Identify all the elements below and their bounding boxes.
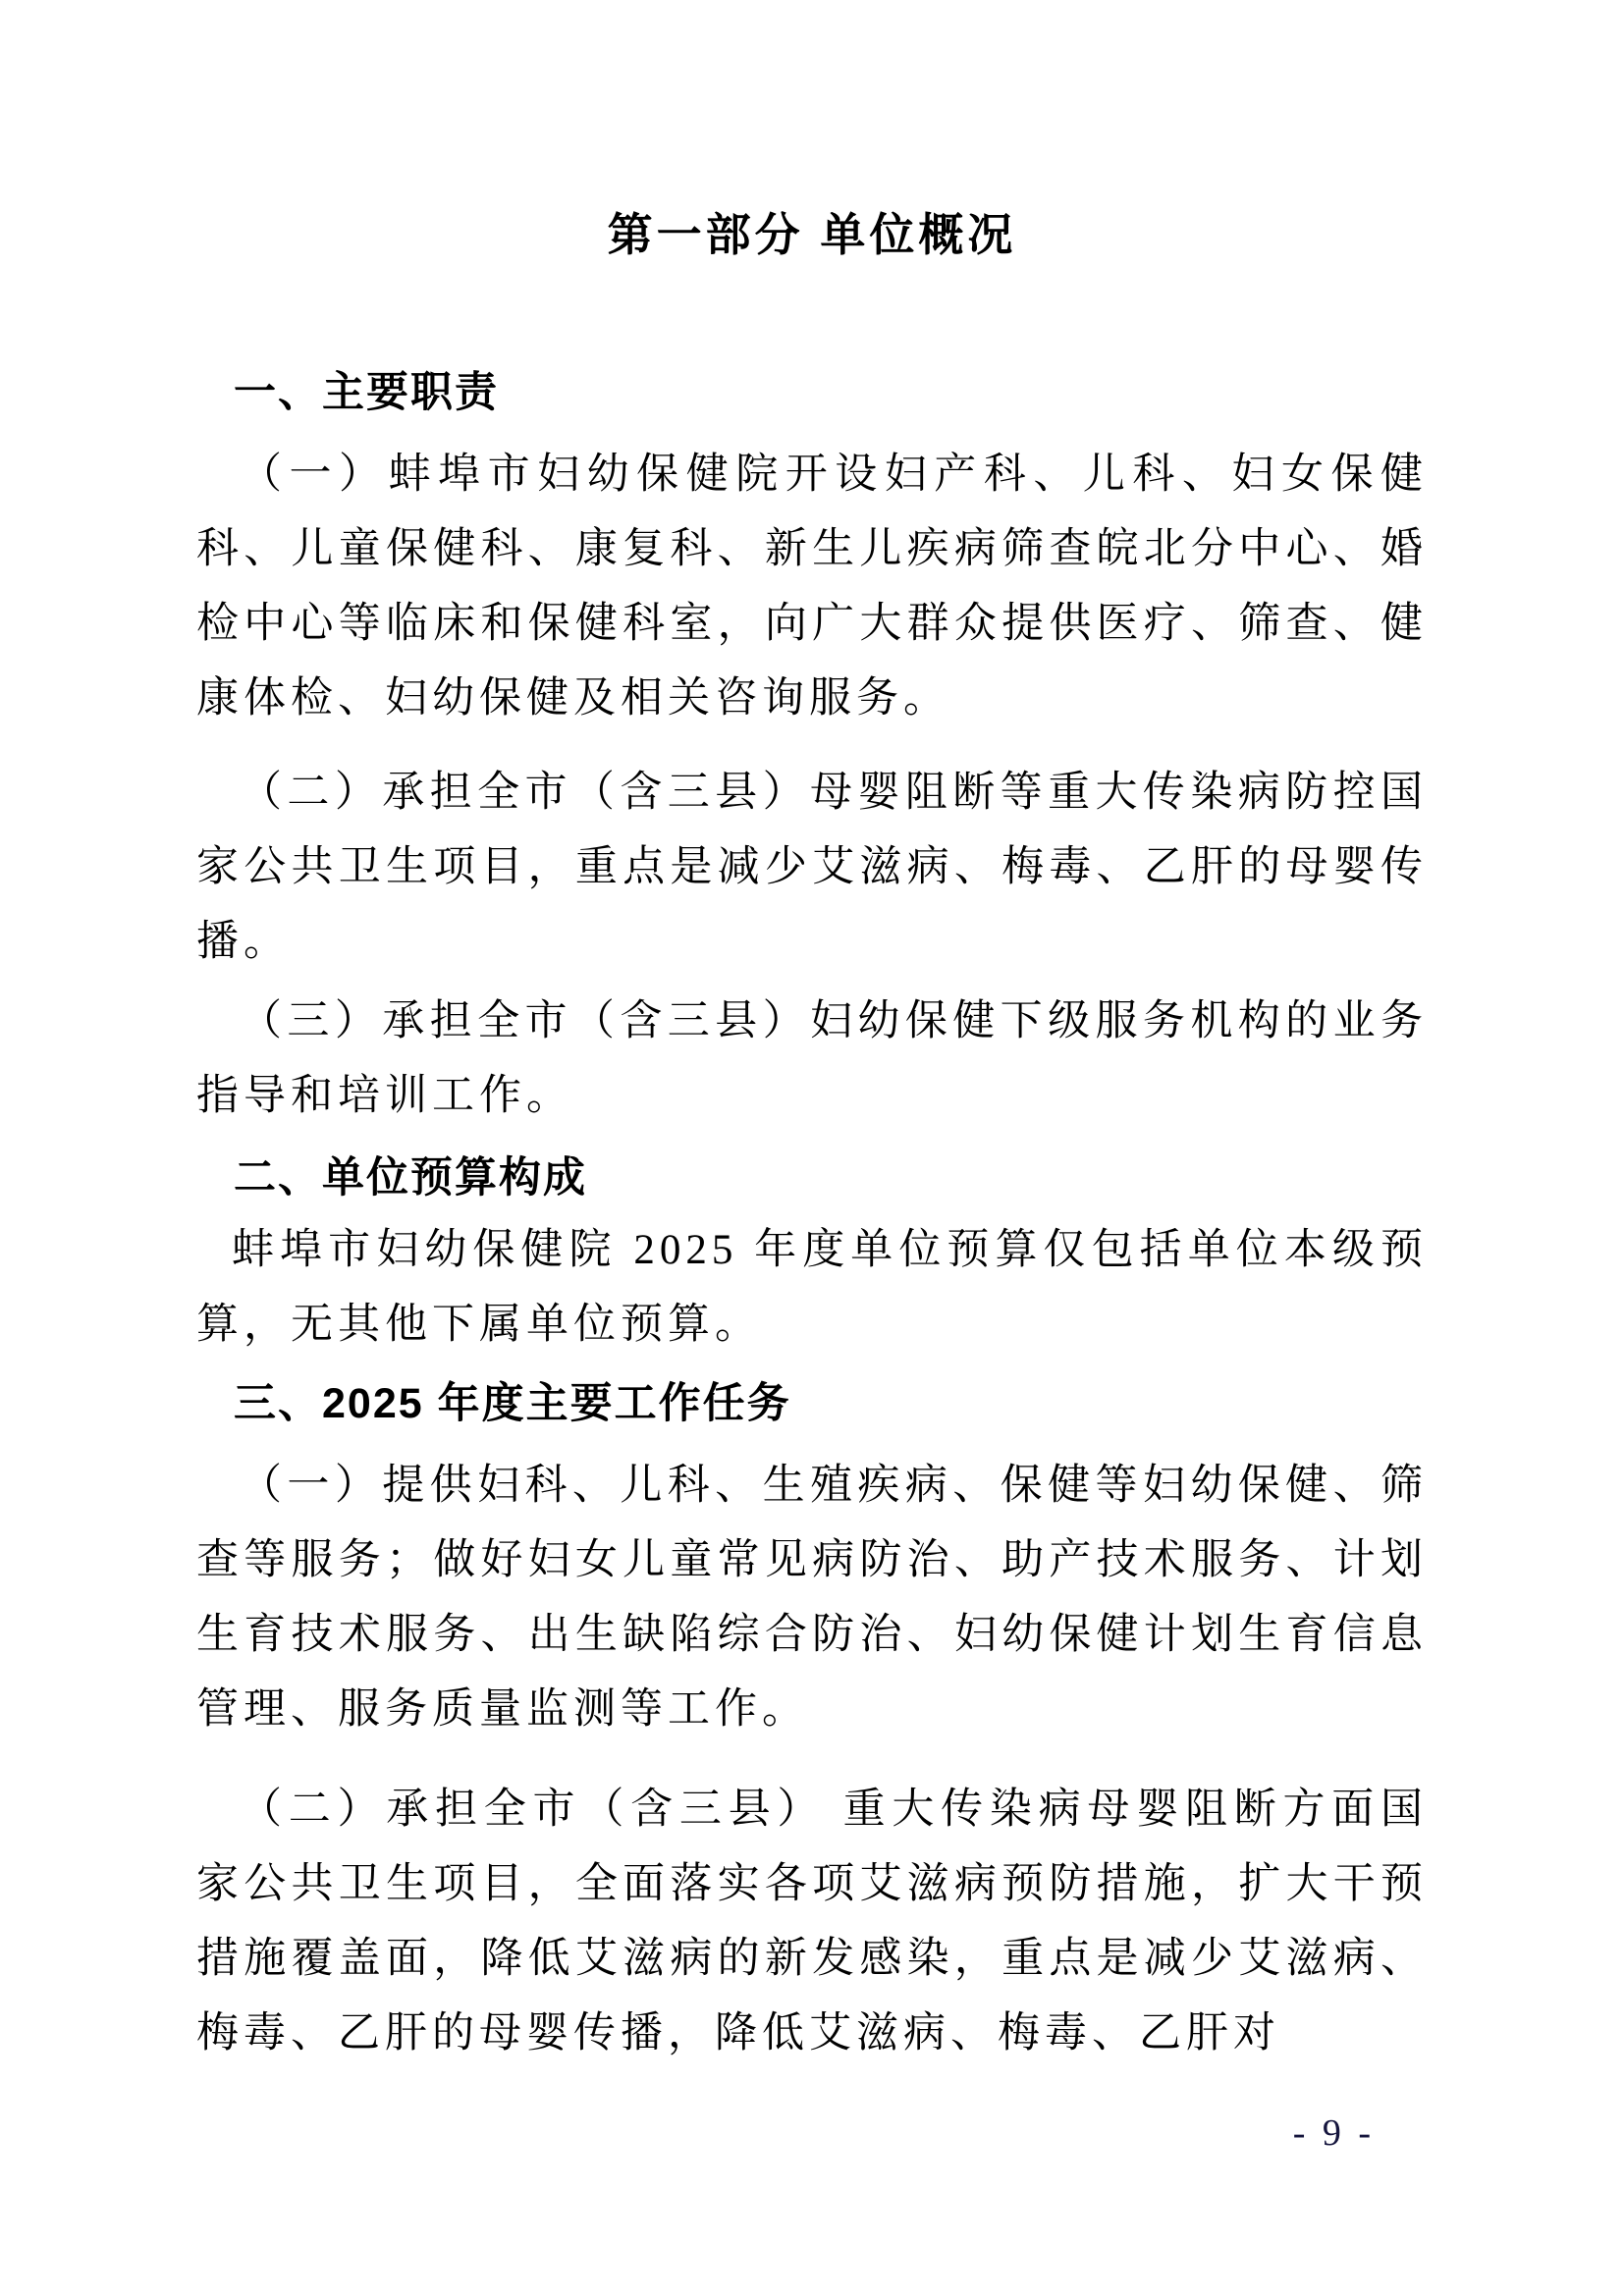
paragraph: （二）承担全市（含三县） 重大传染病母婴阻断方面国家公共卫生项目，全面落实各项艾滋病预防措施，扩大干预措施覆盖面，降低艾滋病的新发感染，重点是减少艾滋病、梅毒、乙肝的母婴传播，降低艾滋病、梅毒、乙肝对 bbox=[196, 1787, 1428, 2056]
paragraph: （三）承担全市（含三县）妇幼保健下级服务机构的业务指导和培训工作。 bbox=[196, 998, 1428, 1119]
section-heading-2025-main-tasks: 三、2025 年度主要工作任务 bbox=[234, 1380, 791, 1427]
paragraph: （一）蚌埠市妇幼保健院开设妇产科、儿科、妇女保健科、儿童保健科、康复科、新生儿疾病筛查皖北分中心、婚检中心等临床和保健科室，向广大群众提供医疗、筛查、健康体检、妇幼保健及相关咨询服务。 bbox=[196, 452, 1428, 721]
section-heading-budget-composition: 二、单位预算构成 bbox=[234, 1154, 587, 1201]
paragraph: 蚌埠市妇幼保健院 2025 年度单位预算仅包括单位本级预算，无其他下属单位预算。 bbox=[196, 1227, 1428, 1348]
paragraph: （一）提供妇科、儿科、生殖疾病、保健等妇幼保健、筛查等服务；做好妇女儿童常见病防治、助产技术服务、计划生育技术服务、出生缺陷综合防治、妇幼保健计划生育信息管理、服务质量监测等工作。 bbox=[196, 1463, 1428, 1733]
page-title: 第一部分 单位概况 bbox=[607, 209, 1017, 260]
paragraph: （二）承担全市（含三县）母婴阻断等重大传染病防控国家公共卫生项目，重点是减少艾滋病、梅毒、乙肝的母婴传播。 bbox=[196, 770, 1428, 965]
page-number: - 9 - bbox=[1292, 2112, 1375, 2154]
section-heading-main-duties: 一、主要职责 bbox=[234, 369, 499, 416]
